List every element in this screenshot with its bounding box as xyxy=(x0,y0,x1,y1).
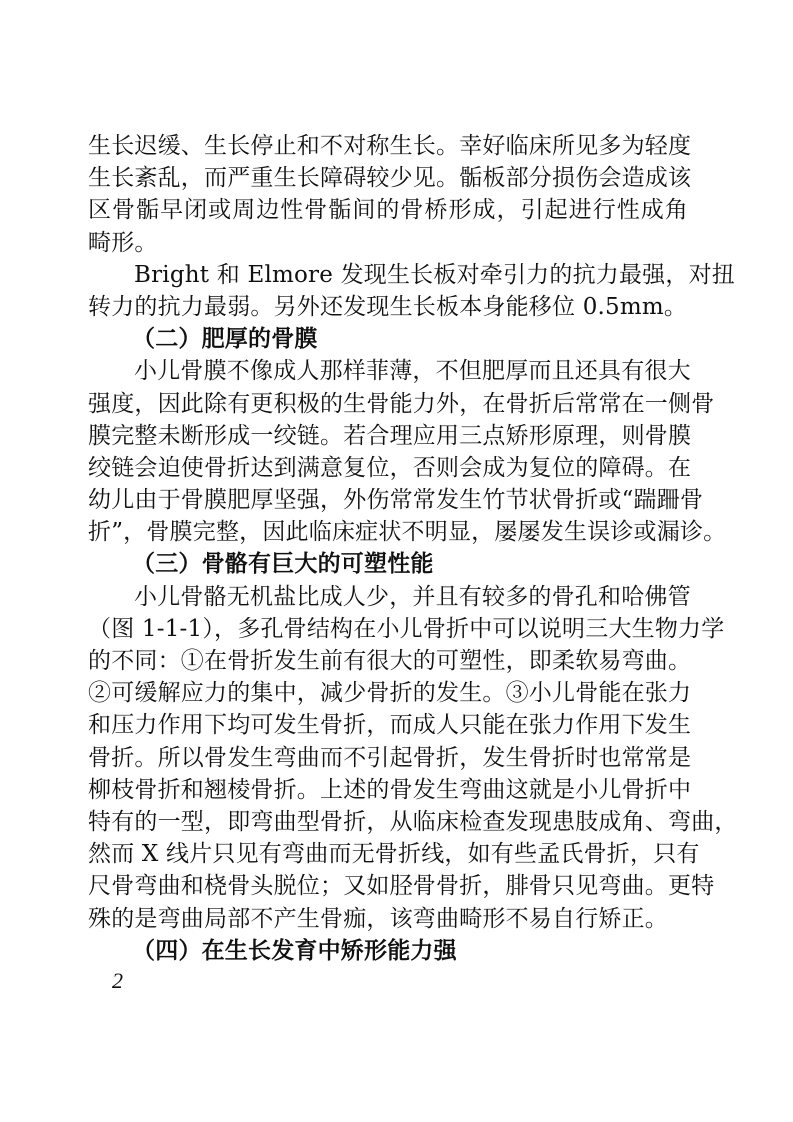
text-line: 殊的是弯曲局部不产生骨痂，该弯曲畸形不易自行矫正。 xyxy=(88,905,668,932)
text-line: 柳枝骨折和翘棱骨折。上述的骨发生弯曲这就是小儿骨折中 xyxy=(88,776,692,803)
text-line: 强度，因此除有更积极的生骨能力外，在骨折后常常在一侧骨 xyxy=(88,390,715,417)
section-heading-4: （四）在生长发育中矫形能力强 xyxy=(132,936,457,964)
text-line: 生长紊乱，而严重生长障碍较少见。骺板部分损伤会造成该 xyxy=(88,165,692,192)
text-line: 骨折。所以骨发生弯曲而不引起骨折，发生骨折时也常常是 xyxy=(88,744,692,771)
text-line: Bright 和 Elmore 发现生长板对牵引力的抗力最强，对扭 xyxy=(134,261,735,288)
section-heading-3: （三）骨骼有巨大的可塑性能 xyxy=(132,550,434,578)
text-line: 的不同：①在骨折发生前有很大的可塑性，即柔软易弯曲。 xyxy=(88,648,692,674)
text-line: 特有的一型，即弯曲型骨折，从临床检查发现患肢成角、弯曲， xyxy=(88,808,738,835)
text-line: 畸形。 xyxy=(88,229,158,256)
text-line: 绞链会迫使骨折达到满意复位，否则会成为复位的障碍。在 xyxy=(88,454,692,481)
text-line: 转力的抗力最弱。另外还发现生长板本身能移位 0.5mm。 xyxy=(88,293,688,320)
text-line: 尺骨弯曲和桡骨头脱位；又如胫骨骨折，腓骨只见弯曲。更特 xyxy=(88,873,715,900)
document-body xyxy=(88,130,738,967)
text-line: ②可缓解应力的集中，减少骨折的发生。③小儿骨能在张力 xyxy=(88,680,692,707)
text-line: 幼儿由于骨膜肥厚坚强，外伤常常发生竹节状骨折或“踹跚骨 xyxy=(88,487,704,514)
text-line: （图 1-1-1），多孔骨结构在小儿骨折中可以说明三大生物力学 xyxy=(88,615,725,642)
text-line: 区骨骺早闭或周边性骨骺间的骨桥形成，引起进行性成角 xyxy=(88,197,688,224)
text-line: 生长迟缓、生长停止和不对称生长。幸好临床所见多为轻度 xyxy=(88,133,692,159)
text-line: 和压力作用下均可发生骨折，而成人只能在张力作用下发生 xyxy=(88,712,692,739)
text-line: 膜完整未断形成一绞链。若合理应用三点矫形原理，则骨膜 xyxy=(88,422,692,449)
section-heading-2: （二）肥厚的骨膜 xyxy=(132,325,318,353)
text-line: 折”，骨膜完整，因此临床症状不明显，屡屡发生误诊或漏诊。 xyxy=(88,519,727,546)
text-line: 小儿骨膜不像成人那样菲薄，不但肥厚而且还具有很大 xyxy=(134,358,691,385)
page-number: 2 xyxy=(112,968,123,993)
text-line: 然而 X 线片只见有弯曲而无骨折线，如有些孟氏骨折，只有 xyxy=(88,841,700,868)
text-line: 小儿骨骼无机盐比成人少，并且有较多的骨孔和哈佛管 xyxy=(134,583,691,610)
